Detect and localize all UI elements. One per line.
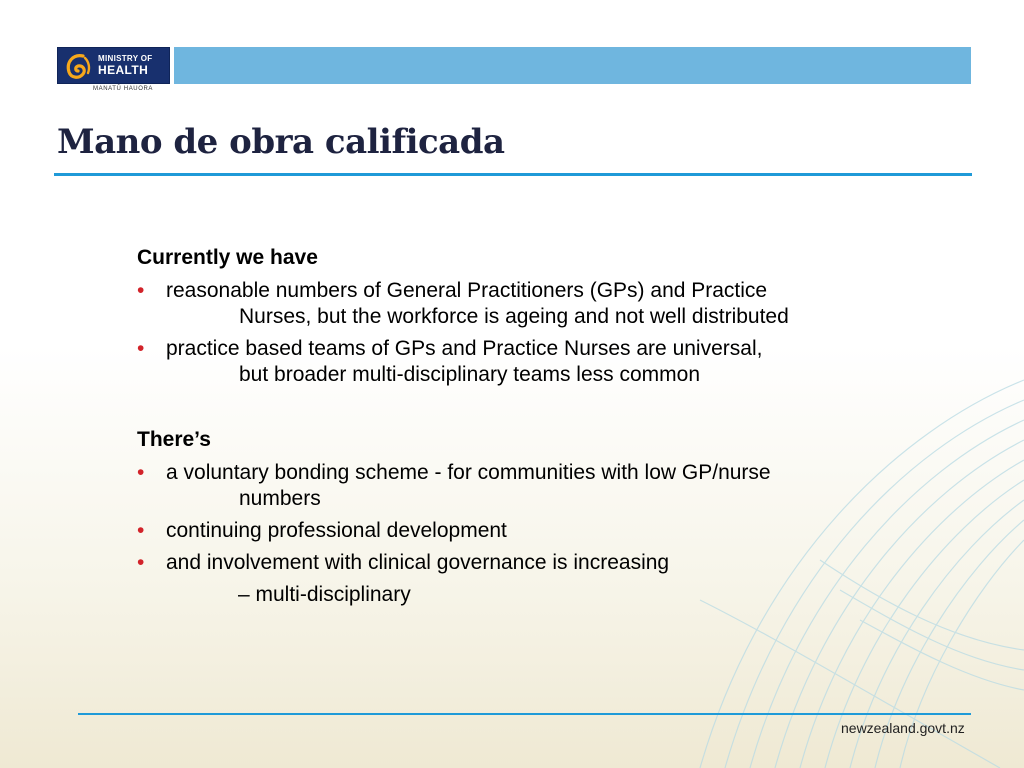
theres-list (137, 460, 937, 576)
list-item (137, 460, 937, 512)
list-item (137, 518, 937, 544)
footer-url: newzealand.govt.nz (841, 720, 965, 736)
ministry-of-health-logo (57, 47, 170, 84)
bullet-icon: • (137, 519, 145, 542)
bullet-icon: • (137, 461, 145, 484)
koru-logo-icon (61, 50, 93, 82)
slide-title: Mano de obra calificada (57, 122, 505, 162)
logo-line-1: MINISTRY OF (98, 54, 153, 63)
list-item-line: and involvement with clinical governance is increasing (166, 551, 670, 574)
footer-divider (78, 713, 971, 715)
list-item (137, 336, 937, 388)
list-item-continuation: Nurses, but the workforce is ageing and not well distributed (239, 305, 789, 328)
slide-body (137, 244, 937, 608)
sub-item: – multi-disciplinary (238, 583, 411, 606)
bullet-icon: • (137, 337, 145, 360)
list-item (137, 550, 937, 576)
list-item-line: continuing professional development (166, 519, 507, 542)
logo-line-2: HEALTH (98, 63, 149, 77)
list-item-continuation: but broader multi-disciplinary teams less common (239, 363, 701, 386)
header-band (174, 47, 971, 84)
list-item-continuation: numbers (239, 487, 321, 510)
bullet-icon: • (137, 279, 145, 302)
section-heading-current: Currently we have (137, 246, 318, 269)
list-item-line: practice based teams of GPs and Practice Nurses are universal, (166, 337, 763, 360)
bullet-icon: • (137, 551, 145, 574)
section-heading-theres: There’s (137, 428, 211, 451)
list-item-line: reasonable numbers of General Practitioners (GPs) and Practice (166, 279, 768, 302)
title-divider (54, 173, 972, 176)
list-item-line: a voluntary bonding scheme - for communities with low GP/nurse (166, 461, 771, 484)
current-list (137, 278, 937, 388)
logo-subtitle: MANATŪ HAUORA (93, 86, 154, 92)
list-item (137, 278, 937, 330)
